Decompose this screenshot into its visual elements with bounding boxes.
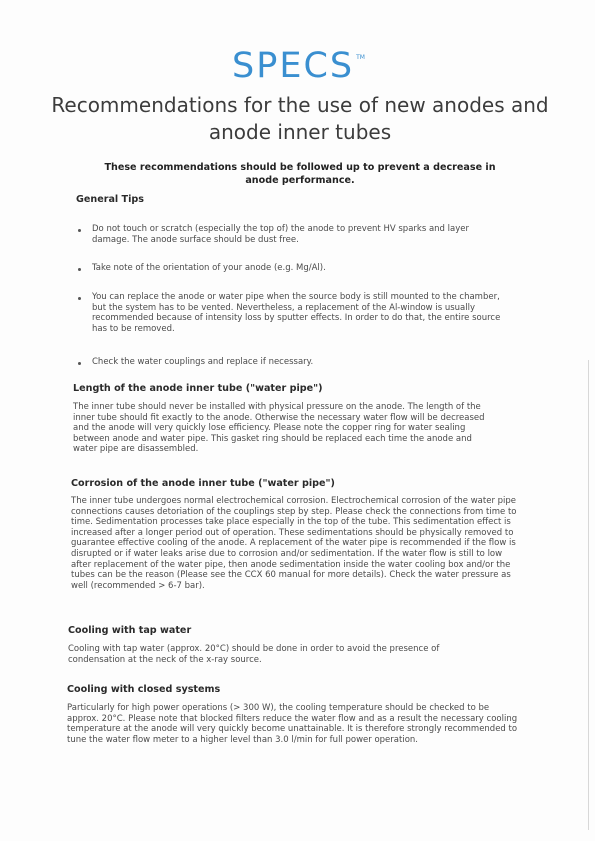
bullet-marker xyxy=(78,229,81,232)
logo-trademark: TM xyxy=(356,53,365,61)
bullet-marker xyxy=(78,362,81,365)
intro-statement: These recommendations should be followed up to prevent a decrease in anode performance. xyxy=(104,162,496,186)
tap-water-heading: Cooling with tap water xyxy=(68,625,192,636)
closed-systems-body: Particularly for high power operations (> 300 W), the cooling temperature should be checked to be approx. 20°C. Please note that blocked filters reduce the water flow and as a result the necessary cooling temperature at the anode will very quickly become unattainable. It is therefore strongly recommended to tune the water flow meter to a higher level than 3.0 l/min for full power operation. xyxy=(67,703,518,745)
tip-item: Take note of the orientation of your anode (e.g. Mg/Al). xyxy=(92,263,326,273)
scan-edge-line xyxy=(588,360,589,830)
corrosion-section-heading: Corrosion of the anode inner tube ("water pipe") xyxy=(71,478,335,489)
length-section-heading: Length of the anode inner tube ("water pipe") xyxy=(73,383,323,394)
closed-systems-heading: Cooling with closed systems xyxy=(67,684,221,695)
general-tips-heading: General Tips xyxy=(76,194,144,205)
bullet-marker xyxy=(78,268,81,271)
logo-wordmark: SPECS xyxy=(232,46,355,86)
tip-item: You can replace the anode or water pipe when the source body is still mounted to the chamber, but the system has to be vented. Nevertheless, a replacement of the Al-window is usually recommended because of intensity loss by sputter effects. In order to do that, the entire source has to be removed. xyxy=(92,292,501,334)
corrosion-section-body: The inner tube undergoes normal electrochemical corrosion. Electrochemical corrosion of the water pipe connections causes detoriation of the couplings step by step. Please check the connections from time to time. Sedimentation processes take place especially in the top of the tube. This sedimentation effect is increased after a longer period out of operation. These sedimentations should be physically removed to guarantee effective cooling of the anode. A replacement of the water pipe is recommended if the flow is disrupted or if water leaks arise due to corrosion and/or sedimentation. If the water flow is still to low after replacement of the water pipe, then anode sedimentation inside the water cooling box and/or the tubes can be the reason (Please see the CCX 60 manual for more details). Check the water pressure as well (recommended > 6-7 bar). xyxy=(71,496,517,591)
specs-logo xyxy=(0,46,595,86)
tip-item: Check the water couplings and replace if necessary. xyxy=(92,357,314,367)
document-title: Recommendations for the use of new anodes and anode inner tubes xyxy=(51,93,549,144)
length-section-body: The inner tube should never be installed with physical pressure on the anode. The length of the inner tube should fit exactly to the anode. Otherwise the necessary water flow will be decreased and the anode will very quickly lose efficiency. Please note the copper ring for water sealing between anode and water pipe. This gasket ring should be replaced each time the anode and water pipe are disassembled. xyxy=(73,402,485,455)
bullet-marker xyxy=(78,297,81,300)
tip-item: Do not touch or scratch (especially the top of) the anode to prevent HV sparks and layer damage. The anode surface should be dust free. xyxy=(92,224,469,245)
tap-water-body: Cooling with tap water (approx. 20°C) should be done in order to avoid the presence of condensation at the neck of the x-ray source. xyxy=(68,644,440,665)
